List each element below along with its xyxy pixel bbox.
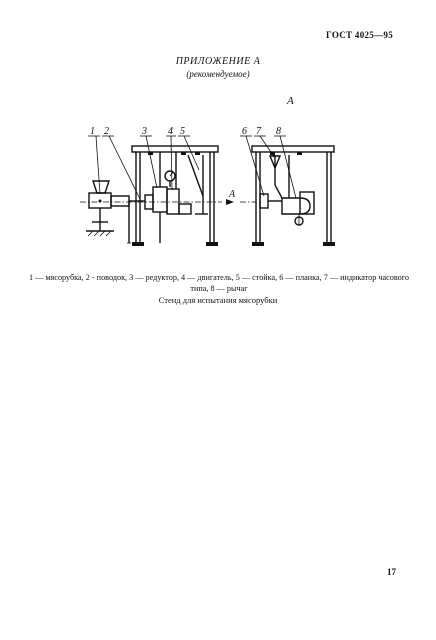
section-label: А bbox=[229, 189, 236, 200]
callout-6: 6 bbox=[242, 126, 247, 137]
right-frame bbox=[252, 146, 335, 246]
page-number: 17 bbox=[387, 567, 396, 577]
standard-number: ГОСТ 4025—95 bbox=[326, 30, 393, 40]
strip bbox=[260, 194, 282, 208]
callouts-left bbox=[88, 126, 199, 199]
callout-5: 5 bbox=[180, 126, 185, 137]
callout-1: 1 bbox=[90, 126, 95, 137]
callout-4: 4 bbox=[168, 126, 173, 137]
meat-grinder bbox=[89, 181, 129, 231]
figure-title: Стенд для испытания мясорубки bbox=[158, 295, 278, 305]
callout-8: 8 bbox=[276, 126, 281, 137]
ground-hatch-left bbox=[86, 231, 114, 236]
reducer bbox=[153, 152, 167, 243]
dial-indicator-right bbox=[270, 155, 282, 198]
appendix-title: ПРИЛОЖЕНИЕ А bbox=[175, 56, 261, 67]
callouts-right bbox=[240, 126, 296, 198]
lever bbox=[282, 155, 314, 225]
appendix-subtitle: (рекомендуемое) bbox=[186, 69, 250, 79]
figure-caption: 1 — мясорубка, 2 - поводок, 3 — редуктор, 4 — двигатель, 5 — стойка, 6 — планка, 7 — индикатор часового типа, 8 — рычаг bbox=[29, 273, 409, 293]
callout-3: 3 bbox=[142, 126, 147, 137]
callout-7: 7 bbox=[256, 126, 261, 137]
view-label: А bbox=[287, 95, 294, 107]
callout-2: 2 bbox=[104, 126, 109, 137]
dial-indicator-left bbox=[165, 171, 175, 187]
